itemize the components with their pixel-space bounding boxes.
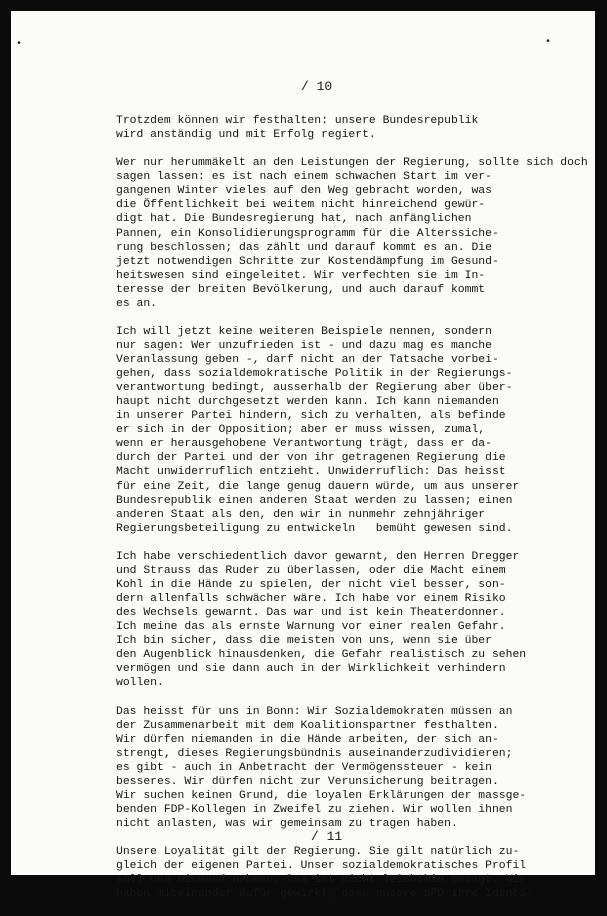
scan-speck: • — [16, 39, 23, 50]
text-line: strengt, dieses Regierungsbündnis auseinanderzudividieren; — [116, 747, 513, 760]
scan-speck: • — [545, 37, 552, 48]
page-number-top: / 10 — [301, 79, 333, 94]
text-line: vermögen und sie dann auch in der Wirklichkeit verhindern — [116, 663, 506, 676]
text-line: Wir dürfen niemanden in die Hände arbeiten, der sich an- — [116, 733, 499, 746]
text-line: Das heisst für uns in Bonn: Wir Sozialdemokraten müssen an — [116, 705, 513, 718]
text-line: Veranlassung geben -, darf nicht an der Tatsache vorbei- — [116, 354, 499, 367]
text-line: Ich bin sicher, dass die meisten von uns, wenn sie über — [116, 635, 492, 648]
text-line: heitswesen sind eingeleitet. Wir verfechten sie im In- — [116, 269, 486, 282]
text-line: Unsere Loyalität gilt der Regierung. Sie gilt natürlich zu- — [116, 846, 520, 859]
page-number-bottom: / 11 — [311, 829, 343, 844]
text-line: Ich habe verschiedentlich davor gewarnt, den Herren Dregger — [116, 550, 520, 563]
text-line: jetzt notwendigen Schritte zur Kostendämpfung im Gesund- — [116, 255, 499, 268]
text-line: benden FDP-Kollegen in Zweifel zu ziehen. Wir wollen ihnen — [116, 803, 513, 816]
text-line: gehen, dass sozialdemokratische Politik in der Regierungs- — [116, 368, 513, 381]
text-line: Trotzdem können wir festhalten: unsere Bundesrepublik — [116, 115, 479, 127]
text-line: Ich meine das als ernste Warnung vor einer realen Gefahr. — [116, 621, 506, 634]
text-line: soll uns niemand nehmen. Das ist nicht leichthin gesagt. Wir — [116, 874, 527, 887]
text-line: Wer nur herummäkelt an den Leistungen der Regierung, sollte sich doch — [116, 157, 588, 170]
text-line: sagen lassen: es ist nach einem schwachen Start im ver- — [116, 171, 492, 184]
document-body — [116, 114, 586, 916]
text-line: und Strauss das Ruder zu überlassen, oder die Macht einem — [116, 564, 506, 577]
text-line: haben miteinander dafür gewirkt, dass unsere SPD ihre Identi- — [116, 888, 533, 901]
text-line: nicht anlasten, was wir gemeinsam zu tragen haben. — [116, 817, 458, 830]
paragraph — [116, 845, 586, 901]
text-line: es gibt - auch in Anbetracht der Vermögenssteuer - kein — [116, 761, 492, 774]
text-line: Bundesrepublik einen anderen Staat werden zu lassen; einen — [116, 494, 513, 507]
paragraph — [116, 550, 586, 690]
document-page — [11, 11, 595, 901]
paragraph — [116, 705, 586, 831]
text-line: Macht unwiderruflich entzieht. Unwiderruflich: Das heisst — [116, 466, 506, 479]
text-line: Pannen, ein Konsolidierungsprogramm für die Alterssiche- — [116, 227, 499, 240]
text-line: gangenen Winter vieles auf den Weg gebracht worden, was — [116, 185, 492, 198]
text-line: digt hat. Die Bundesregierung hat, nach anfänglichen — [116, 213, 472, 226]
text-line: der Zusammenarbeit mit dem Koalitionspartner festhalten. — [116, 719, 499, 732]
text-line: wollen. — [116, 677, 164, 690]
text-line: in unserer Partei hindern, sich zu verhalten, als befinde — [116, 410, 506, 423]
text-line: dern allenfalls schwächer wäre. Ich habe vor einem Risiko — [116, 593, 506, 606]
text-line: haupt nicht durchgesetzt werden kann. Ich kann niemanden — [116, 396, 499, 409]
text-line: teresse der breiten Bevölkerung, und auch darauf kommt — [116, 283, 486, 296]
text-line: verantwortung bedingt, ausserhalb der Regierung aber über- — [116, 382, 513, 395]
text-line: durch der Partei und der von ihr getragenen Regierung die — [116, 452, 506, 465]
paragraph — [116, 325, 586, 536]
text-line: Ich will jetzt keine weiteren Beispiele nennen, sondern — [116, 325, 492, 338]
text-line: für eine Zeit, die lange genug dauern würde, um aus unserer — [116, 480, 520, 493]
text-line: den Augenblick hinausdenken, die Gefahr realistisch zu sehen — [116, 649, 527, 662]
text-line: besseres. Wir dürfen nicht zur Verunsicherung beitragen. — [116, 775, 499, 788]
text-line: es an. — [116, 297, 158, 310]
text-line: wenn er herausgehobene Verantwortung trägt, dass er da- — [116, 438, 492, 451]
text-line: wird anständig und mit Erfolg regiert. — [116, 129, 376, 142]
text-line: rung beschlossen; das zählt und darauf kommt es an. Die — [116, 241, 492, 254]
text-line: nur sagen: Wer unzufrieden ist - und dazu mag es manche — [116, 340, 492, 353]
text-line: er sich in der Opposition; aber er muss wissen, zumal, — [116, 424, 486, 437]
paragraph — [116, 114, 586, 142]
text-line: gleich der eigenen Partei. Unser sozialdemokratisches Profil — [116, 860, 527, 873]
text-line: anderen Staat als den, den wir in nunmehr zehnjähriger — [116, 508, 486, 521]
text-line: die Öffentlichkeit bei weitem nicht hinreichend gewür- — [116, 199, 486, 212]
text-line: Wir suchen keinen Grund, die loyalen Erklärungen der massge- — [116, 789, 527, 802]
text-line: des Wechsels gewarnt. Das war und ist kein Theaterdonner. — [116, 607, 506, 620]
text-line: Kohl in die Hände zu spielen, der nicht viel besser, son- — [116, 578, 506, 591]
paragraph — [116, 156, 586, 311]
text-line: Regierungsbeteiligung zu entwickeln bemüht gewesen sind. — [116, 522, 513, 535]
